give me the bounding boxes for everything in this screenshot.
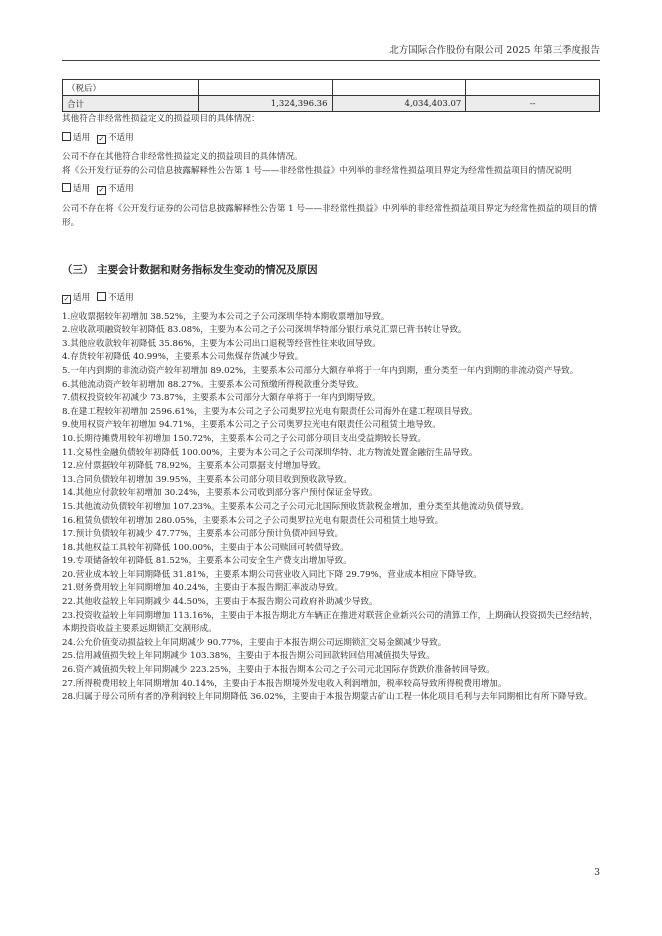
list-item: 3.其他应收款较年初降低 35.86%，主要为本公司出口退税等经营性往来收回导致。	[62, 338, 381, 349]
list-item: 15.其他流动负债较年初增加 107.23%。主要系本公司之子公司元北国际预收货款税金增加，重分类至其他流动负债导致。	[62, 501, 530, 512]
total-value-note: --	[466, 96, 600, 112]
list-item: 20.营业成本较上年同期降低 31.81%，主要系本期公司营业收入同比下降 29.79%，营业成本相应下降导致。	[62, 569, 482, 580]
list-item: 11.交易性金融负债较年初降低 100.00%，主要为本公司之子公司深圳华特、北方物流处置金融衍生品导致。	[62, 447, 478, 458]
list-item: 19.专项储备较年初降低 81.52%，主要系本公司安全生产费支出增加导致。	[62, 556, 352, 567]
checked-box-icon: ✓	[98, 134, 105, 143]
section-non-recurring	[62, 113, 602, 230]
list-item: 10.长期待摊费用较年初增加 150.72%，主要系本公司之子公司部分项目支出受益期较长导致。	[62, 433, 427, 444]
total-label: 合计	[63, 96, 199, 112]
list-item: 22.其他收益较上年同期减少 44.50%，主要由于本报告期公司政府补助减少导致。	[62, 597, 378, 608]
list-item: 6.其他流动资产较年初增加 88.27%。主要系本公司预缴所得税款重分类导致。	[62, 379, 364, 390]
checked-box-icon: ✓	[63, 295, 70, 303]
list-item: 2.应收款项融资较年初降低 83.08%，主要为本公司之子公司深圳华特部分银行承兑汇票已背书转让导致。	[62, 325, 467, 336]
unchecked-box-icon	[97, 292, 106, 301]
page-header	[62, 44, 600, 61]
list-item: 9.使用权资产较年初增加 94.71%，主要系本公司之子公司奥罗拉光电有限责任公司租赁土地导致。	[62, 420, 441, 431]
list-item: 12.应付票据较年初降低 78.92%，主要系本公司票据支付增加导致。	[62, 461, 327, 472]
non-recurring-table	[62, 79, 600, 112]
list-item: 26.资产减值损失较上年同期减少 223.25%，主要由于本报告期本公司之子公司元北国际存货跌价准备转回导致。	[62, 665, 495, 676]
option-line: 适用 ✓ 不适用	[62, 132, 602, 146]
page-number: 3	[594, 868, 600, 878]
list-item: 25.信用减值损失较上年同期减少 103.38%，主要由于本报告期公司回款转回信用减值损失导致。	[62, 651, 435, 662]
list-item: 14.其他应付款较年初增加 30.24%，主要系本公司收到部分客户预付保证金导致。	[62, 488, 378, 499]
paragraph: 其他符合非经常性损益定义的损益项目的具体情况：	[62, 114, 260, 124]
list-item: 8.在建工程较年初增加 2596.61%，主要为本公司之子公司奥罗拉光电有限责任公司海外在建工程项目导致。	[62, 406, 478, 417]
total-value-current: 1,324,396.36	[198, 96, 332, 112]
checked-box-icon: ✓	[98, 186, 105, 195]
paragraph: 公司不存在将《公开发行证券的公司信息披露解释性公告第 1 号——非经常性损益》中列举的非经常性损益项目界定为经常性损益的项目的情形。	[62, 203, 598, 228]
list-item: 21.财务费用较上年同期增加 40.24%，主要由于本报告期汇率波动导致。	[62, 583, 344, 594]
total-value-ytd: 4,034,403.07	[332, 96, 466, 112]
list-item: 13.合同负债较年初增加 39.95%，主要系本公司部分项目收到预收款导致。	[62, 474, 352, 485]
paragraph: 将《公开发行证券的公司信息披露解释性公告第 1 号——非经常性损益》中列举的非经常性损益项目界定为经常性损益项目的情况说明	[62, 165, 572, 176]
unchecked-box-icon	[62, 132, 71, 141]
option-line: 适用 ✓ 不适用	[62, 183, 602, 197]
list-item: 4.存货较年初降低 40.99%，主要系本公司焦煤存货减少导致。	[62, 352, 304, 363]
unchecked-box-icon	[62, 183, 71, 192]
section-heading: （三） 主要会计数据和财务指标发生变动的情况及原因	[62, 264, 318, 276]
report-title: 北方国际合作股份有限公司 2025 年第三季度报告	[389, 45, 600, 56]
list-item: 23.投资收益较上年同期增加 113.16%，主要由于本报告期北方车辆正在推进对联营企业新兴公司的清算工作，上期确认投资损失已经结转，本期投资收益主要系远期锁汇交割形成。	[62, 610, 598, 635]
list-item: 16.租赁负债较年初增加 280.05%，主要系本公司之子公司奥罗拉光电有限责任公司租赁土地导致。	[62, 515, 444, 526]
table-row-total	[63, 96, 600, 112]
row-label: （税后）	[63, 80, 199, 96]
list-item: 27.所得税费用较上年同期增加 40.14%，主要由于本报告期境外发电收入利润增加，税率较高导致所得税费用增加。	[62, 678, 507, 689]
list-item: 5.一年内到期的非流动资产较年初增加 89.02%，主要系本公司部分大额存单将于一年内到期，重分类至一年内到期的非流动资产导致。	[62, 365, 579, 376]
list-item: 18.其他权益工具较年初降低 100.00%，主要由于本公司赎回可转债导致。	[62, 542, 349, 553]
list-item: 7.债权投资较年初减少 73.87%，主要系本公司部分大额存单将于一年内到期导致。	[62, 393, 381, 404]
section-changes	[62, 292, 602, 705]
list-item: 17.预计负债较年初减少 47.77%，主要系本公司部分预计负债冲回导致。	[62, 529, 344, 540]
list-item: 24.公允价值变动损益较上年同期减少 90.77%，主要由于本报告期公司远期锁汇交易金额减少导致。	[62, 637, 447, 648]
option-line: ✓ 适用 不适用	[63, 293, 134, 303]
list-item: 28.归属于母公司所有者的净利润较上年同期降低 36.02%，主要由于本报告期蒙古矿山工程一体化项目毛利与去年同期相比有所下降导致。	[62, 692, 593, 703]
change-list	[62, 311, 602, 705]
table-row	[63, 80, 600, 96]
paragraph: 公司不存在其他符合非经常性损益定义的损益项目的具体情况。	[62, 152, 303, 163]
list-item: 1.应收票据较年初增加 38.52%，主要为本公司之子公司深圳华特本期收票增加导致。	[62, 311, 390, 322]
